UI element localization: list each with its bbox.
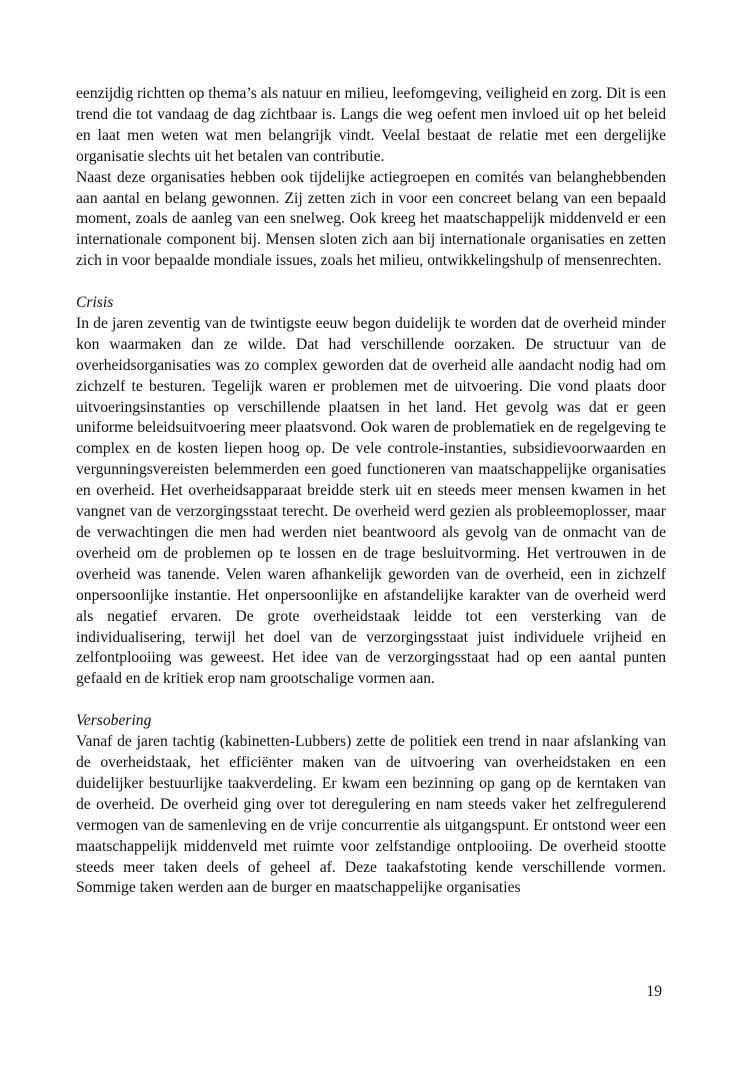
paragraph-gap [76, 272, 666, 293]
document-page [76, 84, 666, 899]
page-number: 19 [646, 983, 662, 1000]
section-heading-versobering: Versobering [76, 712, 152, 730]
section-heading-crisis: Crisis [76, 294, 114, 312]
paragraph-action-groups: Naast deze organisaties hebben ook tijdelijke actiegroepen en comités van belanghebbenden aan aantal en belang gewonnen. Zij zetten zich in voor een concreet belang van een bepaald moment, zoals de aanleg van een snelweg. Ook kreeg het maatschappelijk middenveld er een internationale component bij. Mensen sloten zich aan bij internationale organisaties en zetten zich in voor bepaalde mondiale issues, zoals het milieu, ontwikkelingshulp of mensenrechten. [76, 168, 666, 270]
paragraph-gap [76, 690, 666, 711]
paragraph-crisis: In de jaren zeventig van de twintigste eeuw begon duidelijk te worden dat de overheid minder kon waarmaken dan ze wilde. Dat had verschillende oorzaken. De structuur van de overheidsorganisaties was zo complex geworden dat de overheid alle aandacht nodig had om zichzelf te besturen. Tegelijk waren er problemen met de uitvoering. Die vond plaats door uitvoeringsinstanties op verschillende plaatsen in het land. Het gevolg was dat er geen uniforme beleidsuitvoering meer plaatsvond. Ook waren de problematiek en de regelgeving te complex en de kosten liepen hoog op. De vele controle-instanties, subsidievoorwaarden en vergunningsvereisten belemmerden een goed functioneren van maatschappelijke organisaties en overheid. Het overheidsapparaat breidde sterk uit en steeds meer mensen kwamen in het vangnet van de verzorgingsstaat terecht. De overheid werd gezien als probleemoplosser, maar de verwachtingen die men had werden niet beantwoord als gevolg van de onmacht van de overheid om de problemen op te lossen en de trage besluitvorming. Het vertrouwen in de overheid was tanende. Velen waren afhankelijk geworden van de overheid, een in zichzelf onpersoonlijke instantie. Het onpersoonlijke en afstandelijke karakter van de overheid werd als negatief ervaren. De grote overheidstaak leidde tot een versterking van de individualisering, terwijl het doel van de verzorgingsstaat juist individuele vrijheid en zelfontplooiing was geweest. Het idee van de verzorgingsstaat had op een aantal punten gefaald en de kritiek erop nam grootschalige vormen aan. [76, 314, 666, 688]
paragraph-versobering: Vanaf de jaren tachtig (kabinetten-Lubbers) zette de politiek een trend in naar afslanking van de overheidstaak, het efficiënter maken van de uitvoering van overheidstaken en een duidelijker bestuurlijke taakverdeling. Er kwam een bezinning op gang op de kerntaken van de overheid. De overheid ging over tot deregulering en nam steeds vaker het zelfregulerend vermogen van de samenleving en de vrije concurrentie als uitgangspunt. Er ontstond weer een maatschappelijk middenveld met ruimte voor zelfstandige ontplooiing. De overheid stootte steeds meer taken deels of geheel af. Deze taakafstoting kende verschillende vormen. Sommige taken werden aan de burger en maatschappelijke organisaties [76, 733, 666, 897]
paragraph-intro-continued: eenzijdig richtten op thema’s als natuur en milieu, leefomgeving, veiligheid en zorg. Dit is een trend die tot vandaag de dag zichtbaar is. Langs die weg oefent men invloed uit op het beleid en laat men weten wat men belangrijk vindt. Veelal bestaat de relatie met een dergelijke organisatie slechts uit het betalen van contributie. [76, 85, 666, 165]
